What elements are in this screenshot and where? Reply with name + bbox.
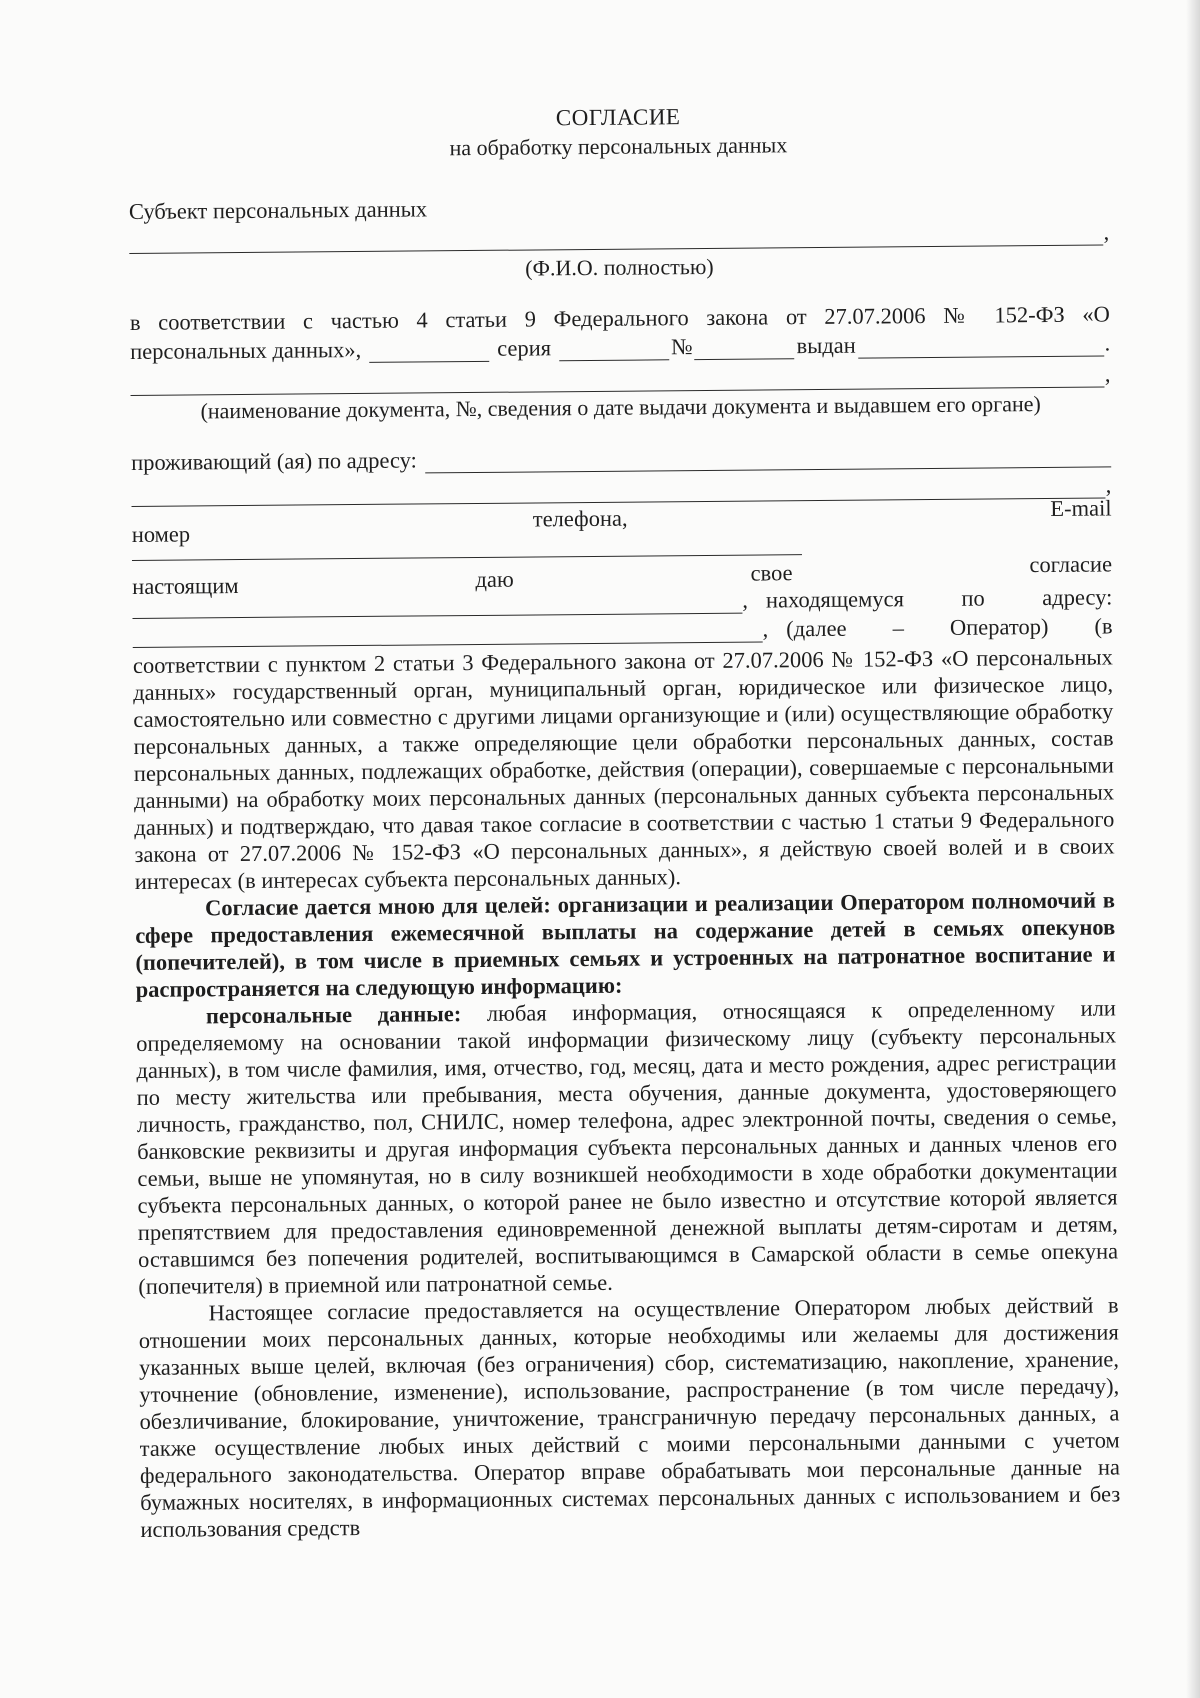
purpose-paragraph: Согласие дается мною для целей: организации и реализации Оператором полномочий в сфере предоставления ежемесячной выплаты на содержание детей в семьях опекунов (попечителей), в том числе в приемных семьях и устроенных на патронатное воспитание и распространяется на следующую информацию: bbox=[135, 887, 1116, 1002]
number-label: № bbox=[670, 334, 693, 360]
definition-paragraph: соответствии с пунктом 2 статьи 3 Федерального закона от 27.07.2006 № 152-ФЗ «О персональных данных» государственный орган, муниципальный орган, юридическое или физическое лицо, самостоятельно или совместно с другими лицами организующие и (или) осуществляющие обработку персональных данных, а также определяющие цели обработки персональных данных, состав персональных данных, подлежащих обработке, действия (операции), совершаемые с персональными данными) на обработку моих персональных данных (персональных данных субъекта персональных данных) и подтверждаю, что давая такое согласие в соответствии с частью 1 статьи 9 Федерального закона от 27.07.2006 № 152-ФЗ «О персональных данных», я действую своей волей и в своих интересах (в интересах субъекта персональных данных). bbox=[132, 644, 1115, 894]
pd-paragraph bbox=[136, 994, 1119, 1300]
phone-label-1: номер bbox=[131, 521, 191, 547]
operator-address-field[interactable] bbox=[133, 619, 763, 647]
document-subtitle: на обработку персональных данных bbox=[449, 132, 788, 161]
document-type-field[interactable] bbox=[369, 339, 489, 363]
fio-hint: (Ф.И.О. полностью) bbox=[525, 253, 714, 281]
series-label: серия bbox=[497, 335, 552, 361]
pd-text: любая информация, относящаяся к определенному или определяемому на основании такой информации физическому лицу (субъекту персональных данных), в том числе фамилия, имя, отчество, год, месяц, дата и место рождения, адрес регистрации по месту жительства или пребывания, места обучения, данные документа, удостоверяющего личность, гражданство, пол, СНИЛС, номер телефона, адрес электронной почты, сведения о семье, банковские реквизиты и другая информация субъекта персональных данных и данных членов его семьи, выше не упомянутая, но в силу возникшей необходимости в ходе обработки документации субъекта персональных данных, о которой ранее не было известно и отсутствие которой является препятствием для предоставления единовременной денежной выплаты детям-сиротам и детям, оставшимся без попечения родителей, воспитывающимся в Самарской области в семье опекуна (попечителя) в приемной или патронатной семье. bbox=[136, 995, 1119, 1299]
scan-shadow bbox=[1186, 0, 1200, 1698]
phone-field[interactable] bbox=[132, 532, 802, 561]
operator-label: (далее – Оператор) (в bbox=[786, 613, 1113, 642]
operator-address-label: находящемуся по адресу: bbox=[765, 584, 1113, 613]
fio-field[interactable] bbox=[129, 222, 1104, 254]
number-field[interactable] bbox=[694, 336, 794, 360]
law-line-1: в соответствии с частью 4 статьи 9 Федерального закона от 27.07.2006 № 152-ФЗ «О bbox=[129, 301, 1110, 335]
email-label: E-mail bbox=[1050, 495, 1112, 521]
address-label: проживающий (ая) по адресу: bbox=[131, 447, 417, 475]
law-line-2: персональных данных», bbox=[130, 336, 362, 364]
document-hint: (наименование документа, №, сведения о дате выдачи документа и выдавшем его органе) bbox=[200, 391, 1041, 424]
series-field[interactable] bbox=[559, 337, 669, 361]
consent-word-4: согласие bbox=[1029, 551, 1113, 578]
consent-word-3: свое bbox=[750, 560, 793, 586]
issued-label: выдан bbox=[796, 332, 856, 359]
actions-paragraph: Настоящее согласие предоставляется на осуществление Оператором любых действий в отношении моих персональных данных, которые необходимы или желаемы для достижения указанных выше целей, включая (без ограничения) сбор, систематизацию, накопление, хранение, уточнение (обновление, изменение), использование, распространение (в том числе передачу), обезличивание, блокирование, уничтожение, трансграничную передачу персональных данных, а также осуществление любых иных действий с моими персональными данными с учетом федерального законодательства. Оператор вправе обрабатывать мои персональные данные на бумажных носителях, в информационных системах персональных данных с использованием и без использования средств bbox=[138, 1292, 1121, 1542]
issued-field[interactable] bbox=[858, 333, 1105, 358]
document-title: СОГЛАСИЕ bbox=[555, 104, 681, 131]
subject-label: Субъект персональных данных bbox=[128, 196, 428, 224]
phone-label-2: телефона, bbox=[532, 505, 628, 532]
document-sheet: СОГЛАСИЕ на обработку персональных данных Субъект персональных данных , (Ф.И.О. полностью) в соответствии с частью 4 статьи 9 Федерального закона от 27.07.2006 № 152-ФЗ «О персональных данных», серия № выдан . , (наименование документа, №, сведения о дате выдачи документа и выдавшем его органе) проживающий (ая) по адресу: , номер телефона, E-mail настоящим даю свое согласие , находящемуся по адресу: , (далее – Оператор) (в соответствии с пунктом 2 статьи 3 Федерального закона от 27.07.2006 № 152-ФЗ «О персональных данных» государственный орган, муниципальный орган, юридическое или физическое лицо, самостоятельно или совместно с другими лицами организующие и (или) осуществляющие обработку персональных данных, а также определяющие цели обработки персональных данных, состав персональных данных, подлежащих обработке, действия (операции), совершаемые с персональными данными) на обработку моих персональных данных (персональных данных субъекта персональных данных) и подтверждаю, что давая такое согласие в соответствии с частью 1 статьи 9 Федерального закона от 27.07.2006 № 152-ФЗ «О персональных данных», я действую своей волей и в своих интересах (в интересах субъекта персональных данных). Согласие дается мною для целей: организации и реализации Оператором полномочий в сфере предоставления ежемесячной выплаты на содержание детей в семьях опекунов (попечителей), в том числе в приемных семьях и устроенных на патронатное воспитание и распространяется на следующую информацию: персональные данные: любая информация, относящаяся к определенному или определяемому на основании такой информации физическому лицу (субъекту персональных данных), в том числе фамилия, имя, отчество, год, месяц, дата и место рождения, адрес регистрации по месту жительства или пребывания, места обучения, данные документа, удостоверяющего личность, гражданство, пол, СНИЛС, номер телефона, адрес электронной почты, сведения о семье, банковские реквизиты и другая информация субъекта персональных данных и данных членов его семьи, выше не упомянутая, но в силу возникшей необходимости в ходе обработки документации субъекта персональных данных, о которой ранее не было известно и отсутствие которой является препятствием для предоставления единовременной денежной выплаты детям-сиротам и детям, оставшимся без попечения родителей, воспитывающимся в Самарской области в семье опекуна (попечителя) в приемной или патронатной семье. Настоящее согласие предоставляется на осуществление Оператором любых действий в отношении моих персональных данных, которые необходимы или желаемы для достижения указанных выше целей, включая (без ограничения) сбор, систематизацию, накопление, хранение, уточнение (обновление, изменение), использование, распространение (в том числе передачу), обезличивание, блокирование, уничтожение, трансграничную передачу персональных данных, а также осуществление любых иных действий с моими персональными данными с учетом федерального законодательства. Оператор вправе обрабатывать мои персональные данные на бумажных носителях, в информационных системах персональных данных с использованием и без использования средств bbox=[128, 95, 1121, 1542]
consent-word-1: настоящим bbox=[132, 573, 239, 599]
address-field[interactable] bbox=[425, 444, 1111, 473]
consent-word-2: даю bbox=[475, 566, 514, 592]
pd-label: персональные данные: bbox=[205, 1001, 462, 1029]
